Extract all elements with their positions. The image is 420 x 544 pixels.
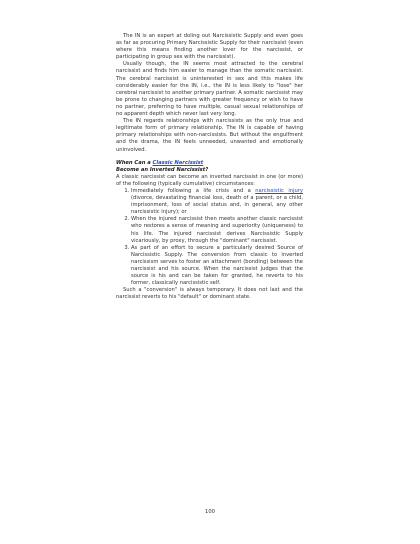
section-heading-line2: Become an Inverted Narcissist? xyxy=(116,166,209,173)
list-item-text: When the injured narcissist then meets another classic narcissist who restores a sense of meaning and superiority (uniqueness) to his life. The injured narcissist derives Narcissistic Supply vicariously, by proxy, through the "dominant" narcissist. xyxy=(131,216,303,244)
closing-paragraph: Such a "conversion" is always temporary. It does not last and the narcissist reverts to his "default" or dominant state. xyxy=(116,287,303,301)
page-number: 100 xyxy=(205,509,215,515)
paragraph-1: The IN is an expert at doling out Narcissistic Supply and even goes as far as procuring Primary Narcissistic Supply for their narcissist (even where this means finding another lover for the narcissist, or participating in group sex with the narcissist). xyxy=(116,33,303,61)
body-text xyxy=(116,33,303,301)
list-item-text: Immediately following a life crisis and a xyxy=(131,187,256,194)
circumstances-list xyxy=(116,188,303,287)
list-item xyxy=(131,188,303,216)
list-item xyxy=(131,216,303,244)
paragraph-2: Usually though, the IN seems most attracted to the cerebral narcissist and finds him easier to manage than the somatic narcissist. The cerebral narcissist is uninterested in sex and this makes life considerably easier for the IN, i.e., the IN is less likely to "lose" her cerebral narcissist to another primary partner. A somatic narcissist may be prone to changing partners with greater frequency or wish to have no partner, preferring to have multiple, casual sexual relationships of no apparent depth which never last very long. xyxy=(116,61,303,118)
narcissistic-injury-link[interactable]: narcissistic injury xyxy=(255,187,303,194)
classic-narcissist-link[interactable]: Classic Narcissist xyxy=(152,159,204,166)
list-item-text: As part of an effort to secure a particularly desired Source of Narcissistic Supply. The conversion from classic to inverted narcissism serves to foster an attachment (bonding) between the narcissist and his source. When the narcissist judges that the source is his and can be taken for granted, he reverts to his former, classically narcissistic self. xyxy=(131,244,303,287)
list-item-text: (divorce, devastating financial loss, death of a parent, or a child, imprisonment, loss of social status and, in general, any other narcissistic injury); or xyxy=(131,195,303,216)
section-heading xyxy=(116,160,303,167)
section-heading-prefix: When Can a xyxy=(116,159,153,166)
section-intro: A classic narcissist can become an inverted narcissist in one (or more) of the following (typically cumulative) circumstances: xyxy=(116,173,303,187)
list-item xyxy=(131,245,303,288)
paragraph-3: The IN regards relationships with narcissists as the only true and legitimate form of primary relationship. The IN is capable of having primary relationships with non-narcissists. But without the engulfment and the drama, the IN feels unneeded, unwanted and emotionally uninvolved. xyxy=(116,118,303,153)
